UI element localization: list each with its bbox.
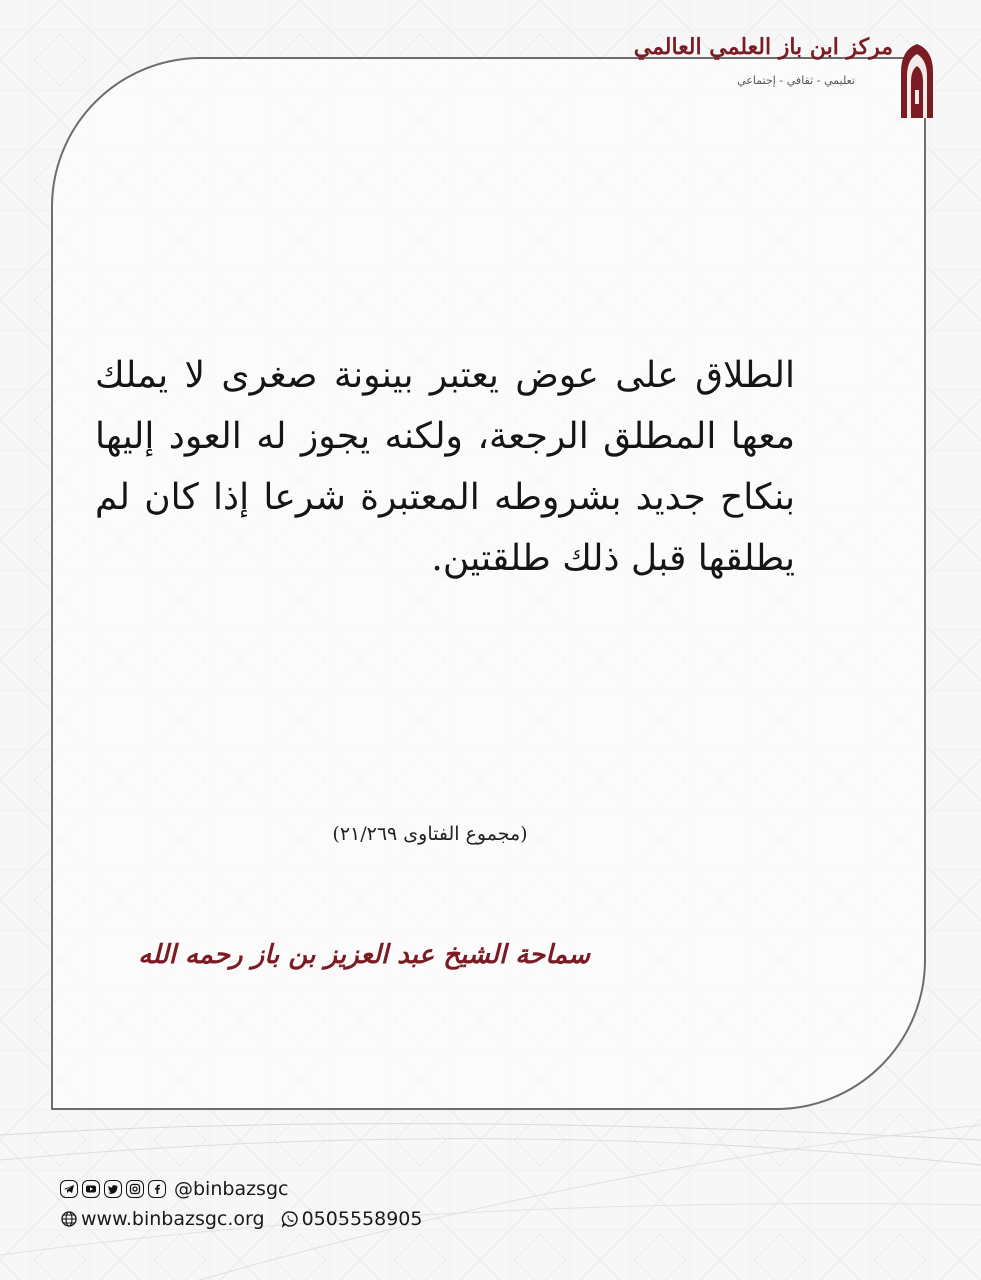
website-link[interactable]: www.binbazsgc.org (81, 1208, 265, 1230)
facebook-icon[interactable] (148, 1180, 166, 1198)
logo (633, 34, 935, 144)
contact-row (60, 1208, 422, 1230)
social-row (60, 1178, 422, 1200)
source-reference: (مجموع الفتاوى ٢١/٢٦٩) (332, 823, 528, 845)
youtube-icon[interactable] (82, 1180, 100, 1198)
phone-group (281, 1208, 423, 1230)
logo-title: مركز ابن باز العلمي العالمي (633, 34, 893, 60)
social-handle[interactable]: @binbazsgc (174, 1178, 289, 1200)
mosque-arch-icon (899, 42, 935, 118)
instagram-icon[interactable] (126, 1180, 144, 1198)
phone-number[interactable]: 0505558905 (301, 1208, 423, 1230)
footer (60, 1178, 422, 1230)
fatwa-text: الطلاق على عوض يعتبر بينونة صغرى لا يملك معها المطلق الرجعة، ولكنه يجوز له العود إليها بنكاح جديد بشروطه المعتبرة شرعا إذا كان لم يطلقها قبل ذلك طلقتين. (95, 355, 795, 579)
twitter-icon[interactable] (104, 1180, 122, 1198)
logo-subtitle: تعليمي - ثقافي - إجتماعي (737, 74, 855, 87)
globe-icon (60, 1210, 78, 1228)
telegram-icon[interactable] (60, 1180, 78, 1198)
sheikh-signature: سماحة الشيخ عبد العزيز بن باز رحمه الله (138, 940, 590, 970)
whatsapp-icon (281, 1210, 299, 1228)
